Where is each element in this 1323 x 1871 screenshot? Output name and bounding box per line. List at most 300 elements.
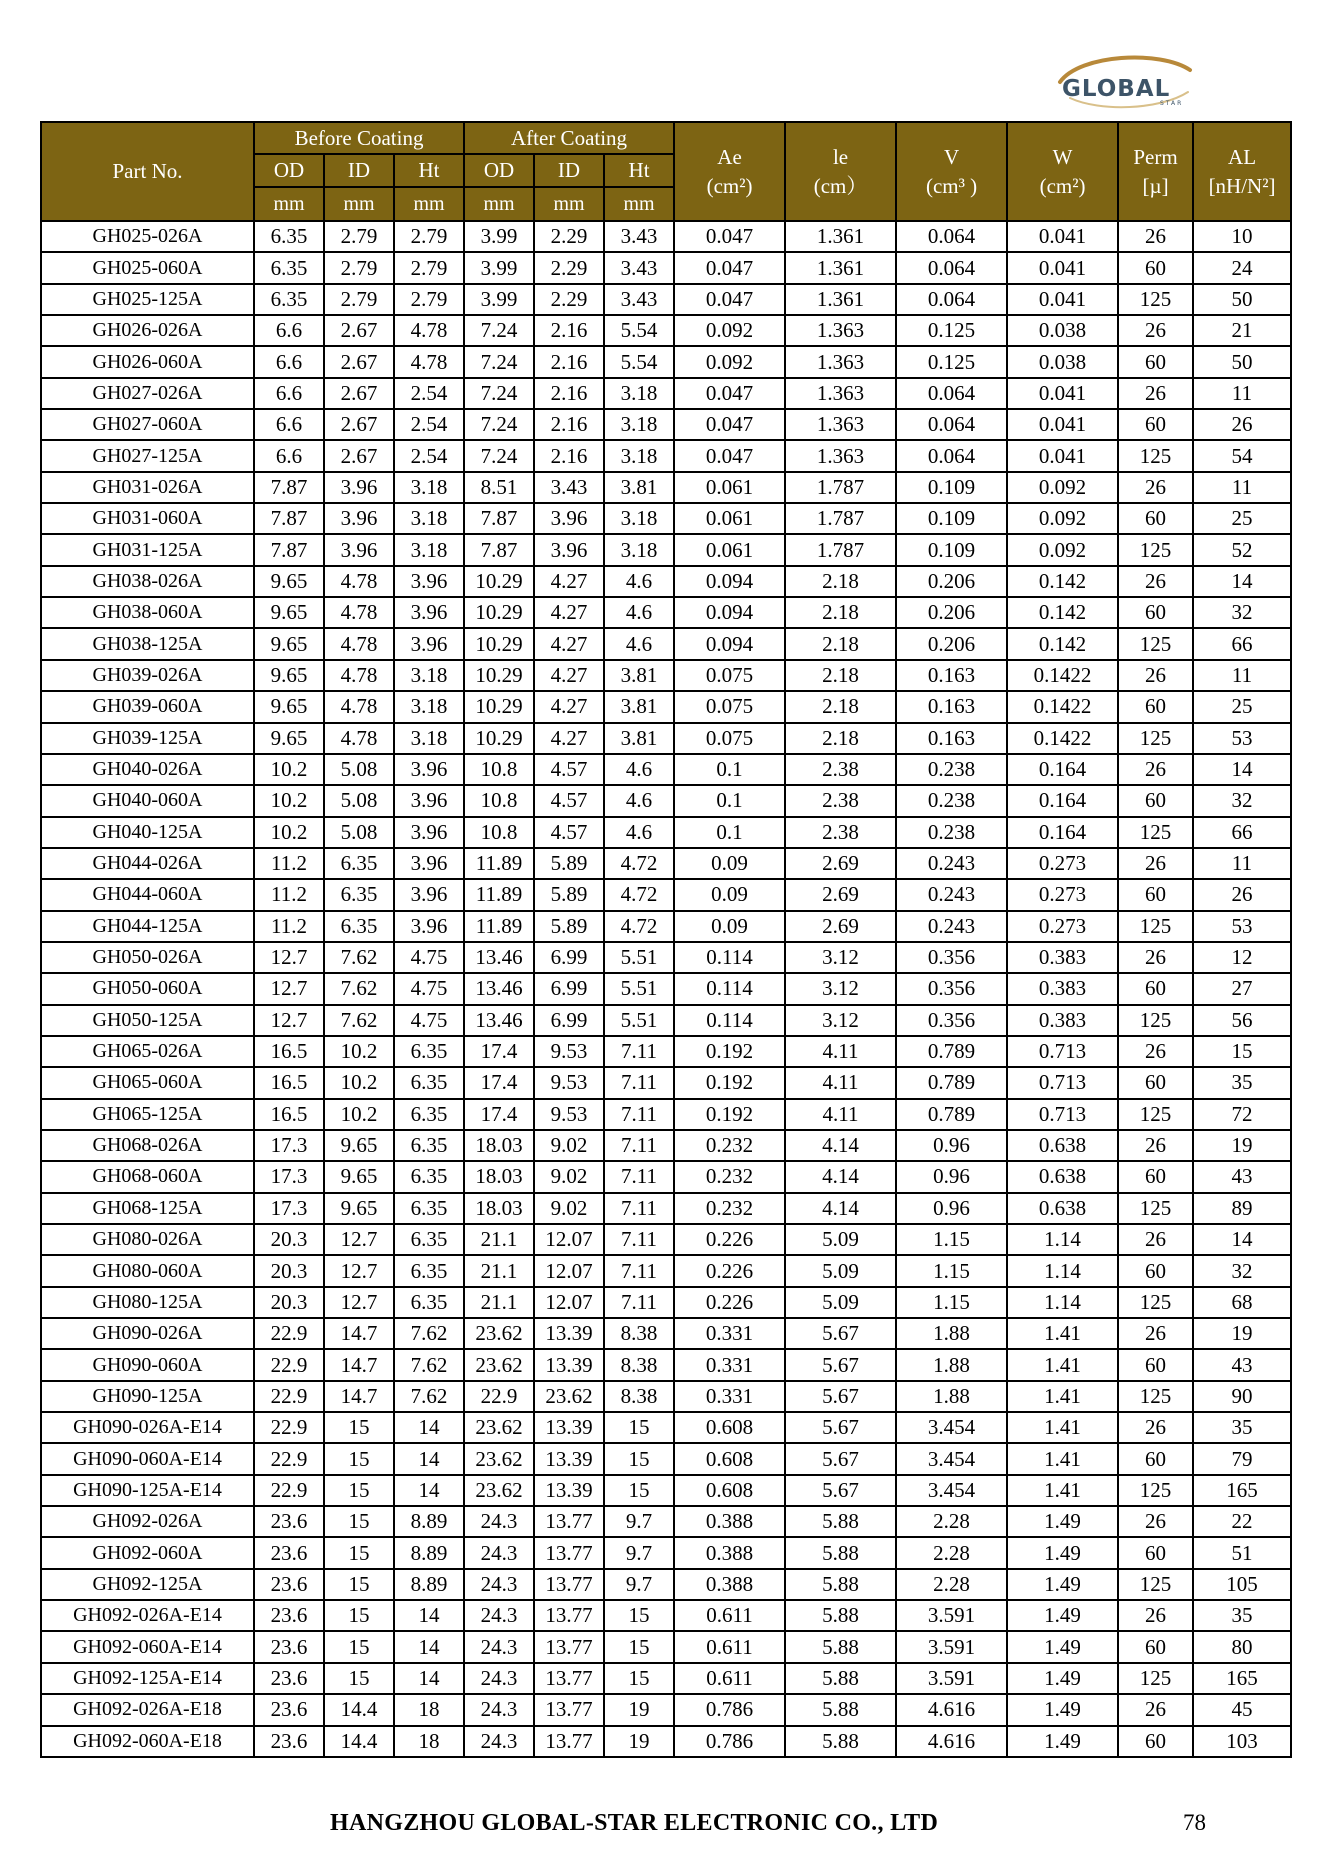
table-cell: 79 — [1193, 1443, 1291, 1474]
table-cell: 6.35 — [394, 1036, 464, 1067]
header-after-coating: After Coating — [464, 122, 674, 154]
table-cell: 22.9 — [254, 1349, 324, 1380]
table-cell: 0.331 — [674, 1318, 785, 1349]
table-cell: 26 — [1118, 942, 1193, 973]
table-cell: 0.041 — [1007, 221, 1118, 252]
table-cell: 0.142 — [1007, 597, 1118, 628]
table-cell: 0.064 — [896, 378, 1007, 409]
table-cell: 7.24 — [464, 440, 534, 471]
table-cell: 23.6 — [254, 1537, 324, 1568]
table-cell: 5.89 — [534, 911, 604, 942]
table-cell: 23.6 — [254, 1631, 324, 1662]
table-cell: 0.356 — [896, 942, 1007, 973]
table-cell: 0.238 — [896, 817, 1007, 848]
cell-part-no: GH092-060A-E18 — [41, 1726, 254, 1757]
table-cell: 14 — [1193, 1224, 1291, 1255]
table-cell: 0.064 — [896, 440, 1007, 471]
table-cell: 21.1 — [464, 1224, 534, 1255]
table-cell: 52 — [1193, 534, 1291, 565]
table-cell: 9.7 — [604, 1569, 674, 1600]
table-cell: 0.713 — [1007, 1067, 1118, 1098]
table-cell: 3.96 — [534, 503, 604, 534]
logo-subtext: STAR — [1160, 100, 1184, 107]
table-cell: 7.87 — [254, 472, 324, 503]
table-cell: 15 — [324, 1600, 394, 1631]
table-cell: 5.08 — [324, 754, 394, 785]
table-cell: 23.6 — [254, 1726, 324, 1757]
table-cell: 2.18 — [785, 660, 896, 691]
table-cell: 6.35 — [254, 284, 324, 315]
table-cell: 8.51 — [464, 472, 534, 503]
table-cell: 4.78 — [324, 628, 394, 659]
table-cell: 35 — [1193, 1600, 1291, 1631]
table-cell: 11 — [1193, 472, 1291, 503]
table-cell: 0.041 — [1007, 440, 1118, 471]
table-row — [41, 660, 1291, 691]
table-cell: 24.3 — [464, 1600, 534, 1631]
table-cell: 0.273 — [1007, 879, 1118, 910]
table-cell: 3.18 — [394, 691, 464, 722]
table-cell: 0.092 — [1007, 472, 1118, 503]
table-row — [41, 848, 1291, 879]
table-row — [41, 1099, 1291, 1130]
table-cell: 3.12 — [785, 1005, 896, 1036]
table-cell: 7.11 — [604, 1255, 674, 1286]
table-cell: 3.81 — [604, 691, 674, 722]
table-cell: 6.6 — [254, 346, 324, 377]
table-cell: 4.78 — [324, 723, 394, 754]
table-cell: 4.6 — [604, 566, 674, 597]
table-cell: 125 — [1118, 911, 1193, 942]
table-cell: 0.611 — [674, 1631, 785, 1662]
table-cell: 0.09 — [674, 879, 785, 910]
cell-part-no: GH031-060A — [41, 503, 254, 534]
table-cell: 0.192 — [674, 1067, 785, 1098]
cell-part-no: GH065-060A — [41, 1067, 254, 1098]
table-cell: 11.89 — [464, 879, 534, 910]
table-cell: 8.89 — [394, 1569, 464, 1600]
table-cell: 1.41 — [1007, 1412, 1118, 1443]
table-cell: 4.72 — [604, 911, 674, 942]
table-cell: 13.77 — [534, 1694, 604, 1725]
table-cell: 1.88 — [896, 1318, 1007, 1349]
table-cell: 43 — [1193, 1349, 1291, 1380]
cell-part-no: GH080-125A — [41, 1287, 254, 1318]
table-cell: 9.7 — [604, 1506, 674, 1537]
table-cell: 11 — [1193, 660, 1291, 691]
table-cell: 0.356 — [896, 973, 1007, 1004]
table-cell: 8.38 — [604, 1318, 674, 1349]
header-before-ht: Ht — [394, 154, 464, 187]
table-cell: 19 — [1193, 1130, 1291, 1161]
table-cell: 80 — [1193, 1631, 1291, 1662]
table-cell: 2.18 — [785, 566, 896, 597]
table-cell: 0.114 — [674, 973, 785, 1004]
table-cell: 6.6 — [254, 315, 324, 346]
table-cell: 10.29 — [464, 660, 534, 691]
table-cell: 9.65 — [324, 1161, 394, 1192]
table-cell: 24.3 — [464, 1694, 534, 1725]
footer-company-name: HANGZHOU GLOBAL-STAR ELECTRONIC CO., LTD — [330, 1810, 939, 1836]
table-cell: 23.62 — [464, 1443, 534, 1474]
table-cell: 1.363 — [785, 409, 896, 440]
table-cell: 2.18 — [785, 597, 896, 628]
table-cell: 5.09 — [785, 1255, 896, 1286]
table-cell: 3.96 — [324, 472, 394, 503]
cell-part-no: GH026-060A — [41, 346, 254, 377]
table-cell: 0.047 — [674, 252, 785, 283]
table-cell: 2.79 — [324, 252, 394, 283]
table-cell: 15 — [324, 1443, 394, 1474]
table-header — [41, 122, 1291, 221]
table-cell: 0.142 — [1007, 628, 1118, 659]
table-cell: 165 — [1193, 1663, 1291, 1694]
table-cell: 4.11 — [785, 1036, 896, 1067]
table-cell: 3.18 — [394, 503, 464, 534]
table-cell: 0.713 — [1007, 1036, 1118, 1067]
table-cell: 2.18 — [785, 691, 896, 722]
table-cell: 3.18 — [604, 409, 674, 440]
table-cell: 60 — [1118, 409, 1193, 440]
table-cell: 9.02 — [534, 1161, 604, 1192]
table-cell: 125 — [1118, 440, 1193, 471]
table-cell: 60 — [1118, 1443, 1193, 1474]
table-cell: 6.35 — [324, 848, 394, 879]
table-cell: 4.27 — [534, 566, 604, 597]
table-cell: 5.88 — [785, 1600, 896, 1631]
table-cell: 15 — [324, 1631, 394, 1662]
table-cell: 20.3 — [254, 1224, 324, 1255]
table-cell: 60 — [1118, 1067, 1193, 1098]
table-cell: 10.29 — [464, 597, 534, 628]
table-cell: 26 — [1118, 660, 1193, 691]
table-cell: 3.18 — [394, 723, 464, 754]
table-cell: 14.4 — [324, 1694, 394, 1725]
table-cell: 11 — [1193, 848, 1291, 879]
cell-part-no: GH026-026A — [41, 315, 254, 346]
table-cell: 3.18 — [604, 378, 674, 409]
table-cell: 125 — [1118, 1569, 1193, 1600]
table-cell: 2.16 — [534, 346, 604, 377]
table-cell: 2.16 — [534, 440, 604, 471]
header-before-id: ID — [324, 154, 394, 187]
table-cell: 60 — [1118, 252, 1193, 283]
table-cell: 26 — [1118, 566, 1193, 597]
table-cell: 5.88 — [785, 1726, 896, 1757]
table-cell: 0.243 — [896, 879, 1007, 910]
table-cell: 6.99 — [534, 973, 604, 1004]
table-row — [41, 817, 1291, 848]
table-cell: 12.07 — [534, 1224, 604, 1255]
table-row — [41, 973, 1291, 1004]
table-cell: 125 — [1118, 1381, 1193, 1412]
table-cell: 9.53 — [534, 1067, 604, 1098]
table-cell: 5.51 — [604, 1005, 674, 1036]
table-cell: 6.6 — [254, 409, 324, 440]
table-cell: 1.15 — [896, 1224, 1007, 1255]
table-cell: 7.11 — [604, 1067, 674, 1098]
table-cell: 6.35 — [254, 221, 324, 252]
table-cell: 6.35 — [254, 252, 324, 283]
table-cell: 1.363 — [785, 346, 896, 377]
table-cell: 15 — [604, 1663, 674, 1694]
table-cell: 23.6 — [254, 1569, 324, 1600]
table-cell: 0.109 — [896, 472, 1007, 503]
table-cell: 10.29 — [464, 628, 534, 659]
table-cell: 26 — [1118, 378, 1193, 409]
table-cell: 0.163 — [896, 691, 1007, 722]
table-cell: 60 — [1118, 346, 1193, 377]
table-cell: 3.96 — [534, 534, 604, 565]
table-cell: 60 — [1118, 1537, 1193, 1568]
table-cell: 5.51 — [604, 942, 674, 973]
header-perm: Perm [µ] — [1118, 122, 1193, 221]
table-cell: 2.54 — [394, 409, 464, 440]
table-cell: 6.35 — [324, 879, 394, 910]
table-cell: 1.49 — [1007, 1726, 1118, 1757]
table-cell: 2.79 — [394, 221, 464, 252]
table-cell: 13.39 — [534, 1443, 604, 1474]
table-cell: 6.35 — [394, 1130, 464, 1161]
table-cell: 17.4 — [464, 1036, 534, 1067]
table-cell: 0.638 — [1007, 1161, 1118, 1192]
table-cell: 0.331 — [674, 1349, 785, 1380]
cell-part-no: GH065-026A — [41, 1036, 254, 1067]
table-cell: 6.35 — [394, 1161, 464, 1192]
cell-part-no: GH068-026A — [41, 1130, 254, 1161]
table-cell: 0.1422 — [1007, 660, 1118, 691]
table-cell: 0.388 — [674, 1537, 785, 1568]
page-number: 78 — [1183, 1810, 1206, 1835]
table-cell: 0.041 — [1007, 252, 1118, 283]
table-cell: 0.094 — [674, 566, 785, 597]
table-cell: 11.2 — [254, 911, 324, 942]
table-cell: 5.67 — [785, 1475, 896, 1506]
table-cell: 2.54 — [394, 440, 464, 471]
table-cell: 10.8 — [464, 785, 534, 816]
table-cell: 2.29 — [534, 284, 604, 315]
table-cell: 0.075 — [674, 691, 785, 722]
table-cell: 0.1 — [674, 785, 785, 816]
table-cell: 23.62 — [464, 1349, 534, 1380]
table-cell: 0.163 — [896, 660, 1007, 691]
table-cell: 7.11 — [604, 1161, 674, 1192]
table-cell: 4.14 — [785, 1193, 896, 1224]
table-cell: 0.164 — [1007, 785, 1118, 816]
table-cell: 26 — [1118, 1224, 1193, 1255]
table-cell: 1.49 — [1007, 1663, 1118, 1694]
table-cell: 0.092 — [674, 315, 785, 346]
table-cell: 13.77 — [534, 1569, 604, 1600]
table-cell: 0.109 — [896, 503, 1007, 534]
table-cell: 3.454 — [896, 1412, 1007, 1443]
table-cell: 26 — [1118, 1318, 1193, 1349]
table-cell: 5.67 — [785, 1381, 896, 1412]
table-cell: 3.99 — [464, 221, 534, 252]
table-cell: 3.96 — [394, 597, 464, 628]
table-row — [41, 284, 1291, 315]
table-cell: 15 — [324, 1506, 394, 1537]
table-cell: 0.331 — [674, 1381, 785, 1412]
table-cell: 18 — [394, 1726, 464, 1757]
table-cell: 14 — [394, 1443, 464, 1474]
table-row — [41, 1412, 1291, 1443]
table-cell: 60 — [1118, 503, 1193, 534]
table-cell: 1.41 — [1007, 1475, 1118, 1506]
table-cell: 12 — [1193, 942, 1291, 973]
table-cell: 19 — [604, 1726, 674, 1757]
header-part-no: Part No. — [41, 122, 254, 221]
logo-text: GLOBAL — [1062, 76, 1171, 102]
table-cell: 4.78 — [324, 660, 394, 691]
table-row — [41, 1067, 1291, 1098]
table-cell: 0.608 — [674, 1443, 785, 1474]
table-cell: 0.038 — [1007, 315, 1118, 346]
table-cell: 25 — [1193, 503, 1291, 534]
table-cell: 5.67 — [785, 1349, 896, 1380]
table-cell: 0.226 — [674, 1287, 785, 1318]
table-cell: 6.35 — [394, 1193, 464, 1224]
table-cell: 3.18 — [394, 534, 464, 565]
table-cell: 18.03 — [464, 1161, 534, 1192]
table-cell: 6.35 — [394, 1255, 464, 1286]
table-cell: 0.1 — [674, 754, 785, 785]
table-cell: 43 — [1193, 1161, 1291, 1192]
table-row — [41, 1537, 1291, 1568]
table-cell: 4.75 — [394, 973, 464, 1004]
table-cell: 3.96 — [324, 534, 394, 565]
table-cell: 125 — [1118, 1287, 1193, 1318]
table-cell: 4.78 — [394, 346, 464, 377]
cell-part-no: GH090-026A — [41, 1318, 254, 1349]
table-cell: 66 — [1193, 628, 1291, 659]
header-v: V (cm³ ) — [896, 122, 1007, 221]
table-cell: 1.88 — [896, 1349, 1007, 1380]
table-cell: 0.192 — [674, 1099, 785, 1130]
table-cell: 5.88 — [785, 1506, 896, 1537]
table-cell: 14 — [1193, 754, 1291, 785]
table-cell: 5.54 — [604, 315, 674, 346]
core-spec-table — [40, 121, 1292, 1758]
table-cell: 9.53 — [534, 1099, 604, 1130]
table-cell: 0.383 — [1007, 973, 1118, 1004]
table-cell: 1.787 — [785, 534, 896, 565]
table-cell: 0.09 — [674, 848, 785, 879]
table-cell: 125 — [1118, 723, 1193, 754]
table-cell: 11.89 — [464, 911, 534, 942]
table-cell: 26 — [1118, 315, 1193, 346]
table-cell: 0.164 — [1007, 817, 1118, 848]
table-cell: 15 — [604, 1631, 674, 1662]
cell-part-no: GH080-060A — [41, 1255, 254, 1286]
table-cell: 0.09 — [674, 911, 785, 942]
table-cell: 165 — [1193, 1475, 1291, 1506]
table-cell: 0.206 — [896, 628, 1007, 659]
cell-part-no: GH025-125A — [41, 284, 254, 315]
header-ae: Ae (cm²) — [674, 122, 785, 221]
table-cell: 22.9 — [254, 1475, 324, 1506]
table-cell: 5.09 — [785, 1287, 896, 1318]
header-w: W (cm²) — [1007, 122, 1118, 221]
table-cell: 0.163 — [896, 723, 1007, 754]
table-cell: 0.96 — [896, 1193, 1007, 1224]
table-cell: 15 — [324, 1537, 394, 1568]
table-cell: 125 — [1118, 1663, 1193, 1694]
table-cell: 60 — [1118, 973, 1193, 1004]
table-cell: 0.786 — [674, 1726, 785, 1757]
table-cell: 9.65 — [254, 660, 324, 691]
table-cell: 15 — [324, 1663, 394, 1694]
table-cell: 14.7 — [324, 1349, 394, 1380]
table-cell: 1.15 — [896, 1255, 1007, 1286]
table-cell: 3.99 — [464, 284, 534, 315]
table-cell: 22.9 — [254, 1381, 324, 1412]
table-cell: 9.65 — [254, 691, 324, 722]
table-cell: 5.88 — [785, 1537, 896, 1568]
table-cell: 7.11 — [604, 1130, 674, 1161]
table-cell: 7.11 — [604, 1036, 674, 1067]
table-cell: 6.35 — [324, 911, 394, 942]
table-cell: 1.787 — [785, 503, 896, 534]
table-cell: 2.67 — [324, 409, 394, 440]
table-cell: 7.11 — [604, 1099, 674, 1130]
table-row — [41, 1349, 1291, 1380]
table-cell: 0.1422 — [1007, 691, 1118, 722]
table-row — [41, 723, 1291, 754]
cell-part-no: GH092-026A — [41, 1506, 254, 1537]
table-cell: 0.638 — [1007, 1130, 1118, 1161]
table-cell: 24.3 — [464, 1569, 534, 1600]
cell-part-no: GH068-125A — [41, 1193, 254, 1224]
table-row — [41, 1381, 1291, 1412]
table-cell: 1.41 — [1007, 1381, 1118, 1412]
table-cell: 56 — [1193, 1005, 1291, 1036]
table-cell: 1.363 — [785, 440, 896, 471]
table-cell: 13.77 — [534, 1600, 604, 1631]
table-cell: 22.9 — [254, 1443, 324, 1474]
table-row — [41, 785, 1291, 816]
table-row — [41, 1130, 1291, 1161]
cell-part-no: GH050-060A — [41, 973, 254, 1004]
table-cell: 2.67 — [324, 346, 394, 377]
table-cell: 11.89 — [464, 848, 534, 879]
table-cell: 14.4 — [324, 1726, 394, 1757]
table-row — [41, 1005, 1291, 1036]
table-cell: 13.77 — [534, 1726, 604, 1757]
table-row — [41, 1506, 1291, 1537]
table-cell: 12.7 — [324, 1224, 394, 1255]
table-cell: 89 — [1193, 1193, 1291, 1224]
table-cell: 2.29 — [534, 221, 604, 252]
table-cell: 0.273 — [1007, 848, 1118, 879]
table-cell: 2.69 — [785, 848, 896, 879]
table-cell: 4.616 — [896, 1694, 1007, 1725]
table-row — [41, 409, 1291, 440]
table-cell: 5.08 — [324, 785, 394, 816]
table-cell: 7.62 — [324, 1005, 394, 1036]
table-cell: 9.65 — [254, 723, 324, 754]
table-cell: 13.77 — [534, 1631, 604, 1662]
table-cell: 16.5 — [254, 1036, 324, 1067]
table-cell: 0.094 — [674, 628, 785, 659]
table-cell: 4.57 — [534, 817, 604, 848]
table-cell: 7.24 — [464, 378, 534, 409]
table-cell: 0.383 — [1007, 1005, 1118, 1036]
header-after-ht: Ht — [604, 154, 674, 187]
table-cell: 20.3 — [254, 1287, 324, 1318]
table-cell: 4.27 — [534, 691, 604, 722]
table-cell: 2.79 — [394, 284, 464, 315]
